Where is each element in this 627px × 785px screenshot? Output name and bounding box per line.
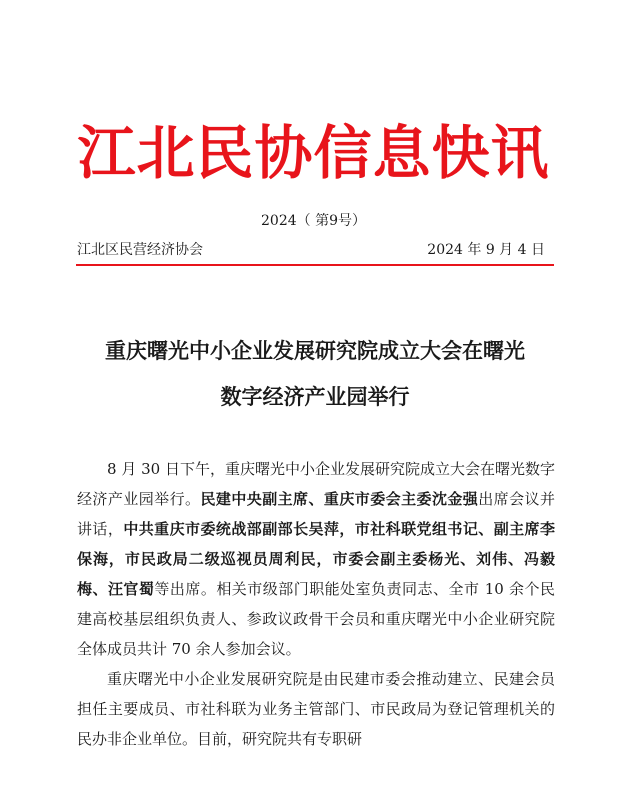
article-title-line-1: 重庆曙光中小企业发展研究院成立大会在曙光 [105, 338, 525, 363]
publish-date: 2024 年 9 月 4 日 [427, 242, 545, 258]
p1-segment-5: 等出席。相关市级部门职能处室负责同志、全市 10 余个民建高校基层组织负责人、参政议政骨干会员和重庆曙光中小企业研究院全体成员共计 70 余人参加会议。 [77, 580, 555, 658]
article-title [60, 328, 570, 420]
paragraph-1 [77, 454, 555, 664]
red-divider [76, 264, 554, 266]
p1-segment-4-bold: 中共重庆市委统战部副部长吴萍，市社科联党组书记、副主席李保海，市民政局二级巡视员周利民，市委会副主委杨光、刘伟、冯毅梅、汪官蜀 [77, 520, 555, 598]
p1-segment-3: 出席会议并讲话， [77, 490, 555, 538]
paragraph-2: 重庆曙光中小企业发展研究院是由民建市委会推动建立、民建会员担任主要成员、市社科联为业务主管部门、市民政局为登记管理机关的民办非企业单位。目前，研究院共有专职研 [77, 670, 555, 748]
masthead-title: 江北民协信息快讯 [77, 119, 550, 187]
issue-number: 2024（ 第9号） [261, 213, 366, 229]
p1-segment-2-bold: 民建中央副主席、重庆市委会主委沈金强 [200, 490, 479, 508]
article-title-line-2: 数字经济产业园举行 [220, 384, 410, 409]
publisher-name: 江北区民营经济协会 [77, 242, 203, 258]
p1-segment-1: 8 月 30 日下午，重庆曙光中小企业发展研究院成立大会在曙光数字经济产业园举行。 [77, 460, 555, 508]
article-body [77, 454, 555, 754]
